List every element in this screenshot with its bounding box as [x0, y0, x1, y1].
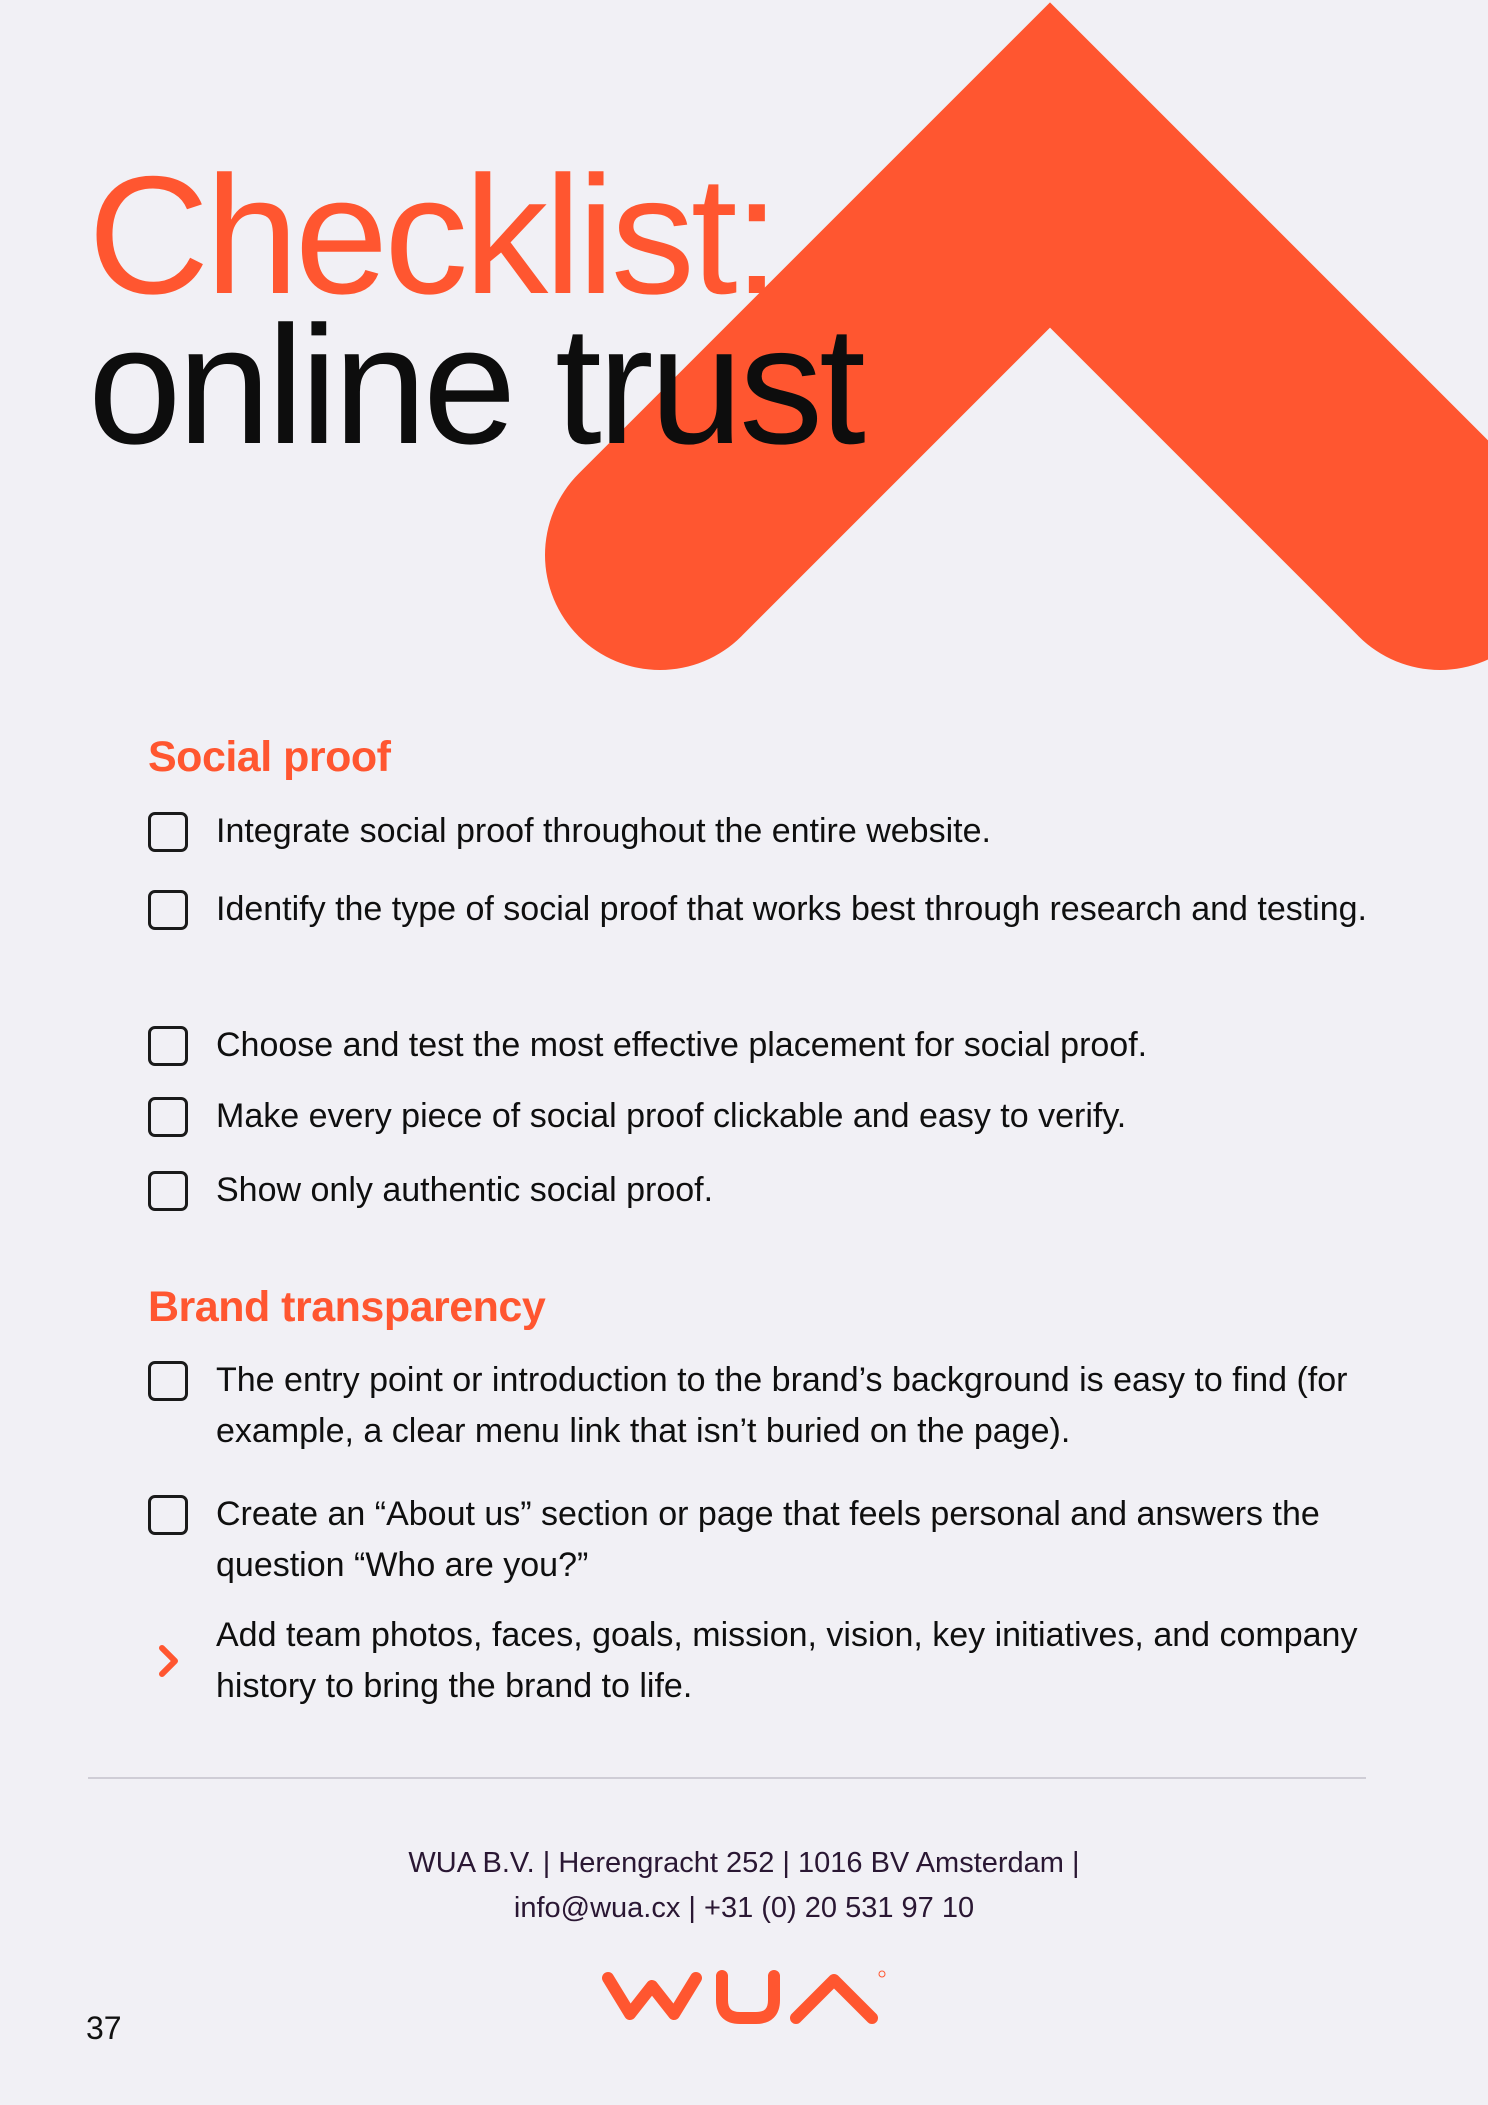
checklist-item-text: Identify the type of social proof that works best through research and testing.	[216, 890, 1367, 928]
checklist-item-text: The entry point or introduction to the brand’s background is easy to find (for example, a clear menu link that isn’t buried on the page).	[216, 1361, 1348, 1450]
title-checklist: Checklist:	[88, 141, 777, 329]
checklist-item-text: Integrate social proof throughout the entire website.	[216, 812, 991, 850]
checklist-item-text: Make every piece of social proof clickable and easy to verify.	[216, 1097, 1127, 1135]
footer-contact: info@wua.cx | +31 (0) 20 531 97 10	[513, 1892, 975, 1924]
checkbox[interactable]	[148, 1361, 188, 1401]
checkbox[interactable]	[148, 812, 188, 852]
section-heading-social-proof: Social proof	[148, 733, 391, 781]
page-title	[88, 141, 862, 479]
footer-divider	[88, 1777, 1366, 1779]
checkbox[interactable]	[148, 890, 188, 930]
checklist-item-text: Create an “About us” section or page that feels personal and answers the question “Who are you?”	[216, 1495, 1320, 1584]
checkbox[interactable]	[148, 1171, 188, 1211]
footer-address: WUA B.V. | Herengracht 252 | 1016 BV Amsterdam |	[408, 1847, 1080, 1879]
wua-logo	[600, 1968, 890, 2028]
checkbox[interactable]	[148, 1495, 188, 1535]
page-number: 37	[86, 2010, 122, 2046]
sub-item-text: Add team photos, faces, goals, mission, vision, key initiatives, and company history to bring the brand to life.	[216, 1616, 1358, 1705]
checkbox[interactable]	[148, 1026, 188, 1066]
checklist-item-text: Choose and test the most effective placement for social proof.	[216, 1026, 1148, 1064]
checkbox[interactable]	[148, 1097, 188, 1137]
section-heading-brand-transparency: Brand transparency	[148, 1283, 546, 1331]
checklist-item-text: Show only authentic social proof.	[216, 1171, 714, 1209]
title-online-trust: online trust	[88, 291, 862, 479]
chevron-right-icon	[158, 1644, 180, 1678]
